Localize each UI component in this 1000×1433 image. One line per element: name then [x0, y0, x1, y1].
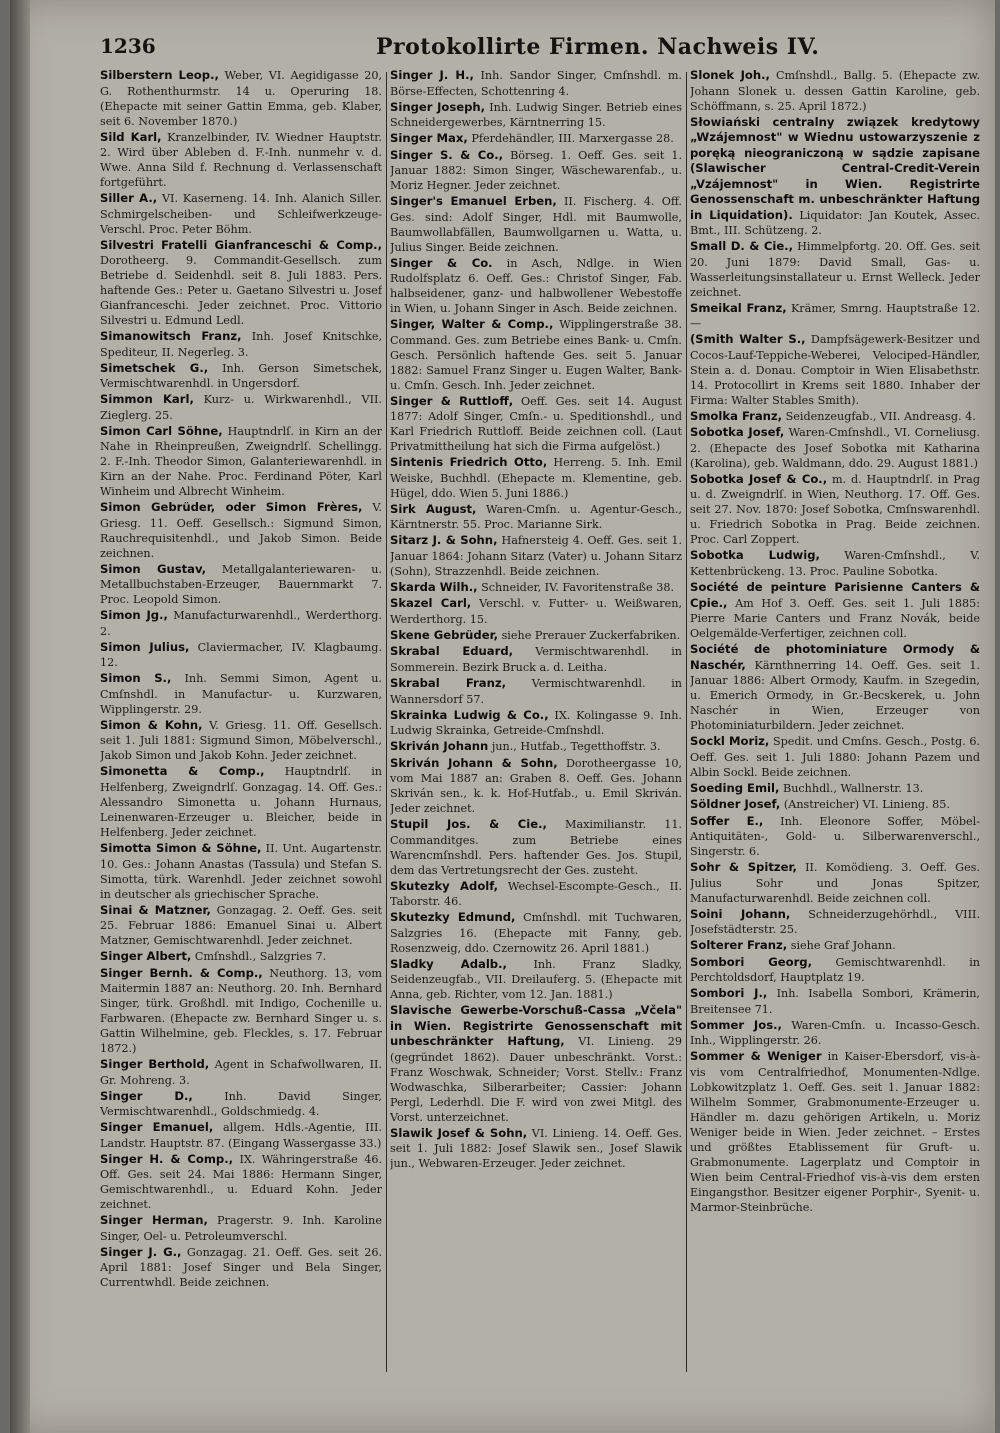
- directory-entry: [100, 424, 382, 500]
- firm-details: Cmſnshdl. mit Tuchwaren, Salzgries 16. (Ehepacte mit Fanny, geb. Rosenzweig, ddo. Czernowitz 26. April 1881.): [390, 911, 682, 955]
- firm-name: Singer & Ruttloff,: [390, 393, 514, 408]
- firm-details: VI. Linieng. 29 (gegründet 1862). Dauer unbeschränkt. Vorst.: Franz Woschwak, Schneider; Vorst. Stellv.: Franz Wodwaschka, Silberarbeiter; Cassier: Johann Pergl, Lederhdl. Die F. wird von zwei Mitgl. des Vorst. unterzeichnet.: [390, 1035, 682, 1124]
- firm-name: Simanowitsch Franz,: [100, 329, 242, 344]
- firm-name: Söldner Josef,: [690, 797, 781, 812]
- firm-name: Singer Albert,: [100, 949, 192, 964]
- firm-details: Gonzagag. 2. Oeff. Ges. seit 25. Februar 1886: Emanuel Sinai u. Albert Matzner, Gemischtwarenhdl. Jeder zeichnet.: [100, 903, 382, 948]
- firm-details: Krämer, Smrng. Hauptstraße 12. —: [690, 301, 980, 331]
- directory-entry: [690, 860, 980, 906]
- directory-entry: [690, 781, 980, 797]
- directory-entry: [390, 580, 682, 596]
- firm-name: Slavische Gewerbe-Vorschuß-Cassa „Včela" in Wien. Registrirte Genossenschaft mit unbeschränkter Haftung,: [390, 1003, 682, 1049]
- firm-name: Simon S.,: [100, 671, 172, 686]
- directory-entry: [690, 814, 980, 860]
- directory-entry: [390, 1126, 682, 1172]
- firm-name: Slonek Joh.,: [690, 68, 770, 82]
- firm-details: jun., Hutfab., Tegetthoffstr. 3.: [491, 740, 661, 754]
- firm-details: Oeff. Ges. seit 14. August 1877: Adolf Singer, Cmſn.- u. Speditionshdl., und Karl Friedrich Ruttloff. Beide zeichnen coll. (Laut Privatmittheilung hat sich die Firma aufgelöst.): [390, 394, 682, 454]
- firm-name: Skene Gebrüder,: [390, 627, 498, 642]
- firm-name: Sommer Jos.,: [690, 1017, 782, 1032]
- firm-details: Waren-Cmſn. u. Agentur-Gesch., Kärntnerstr. 55. Proc. Marianne Sirk.: [390, 502, 682, 532]
- column-divider: [386, 72, 387, 1372]
- directory-entry: [100, 841, 382, 902]
- firm-details: Seidenzeugfab., VII. Andreasg. 4.: [785, 409, 976, 423]
- firm-name: Soeding Emil,: [690, 780, 780, 795]
- firm-details: Gonzagag. 21. Oeff. Ges. seit 26. April 1881: Josef Singer und Bela Singer, Currentwhdl. Beide zeichnen.: [100, 1245, 382, 1290]
- firm-name: Skazel Carl,: [390, 596, 472, 611]
- directory-entry: [100, 608, 382, 639]
- directory-entry: [100, 1057, 382, 1088]
- firm-details: Wechsel-Escompte-Gesch., II. Taborstr. 46.: [390, 879, 682, 909]
- firm-name: Skrainka Ludwig & Co.,: [390, 707, 549, 722]
- firm-name: Skutezky Edmund,: [390, 910, 516, 925]
- directory-entry: [100, 718, 382, 764]
- firm-name: Slawik Josef & Sohn,: [390, 1125, 528, 1140]
- firm-details: II. Fischerg. 4. Off. Ges. sind: Adolf Singer, Hdl. mit Baumwolle, Baumwollabfällen, Baumwollgarnen u. Watta, u. Julius Singer. Beide zeichnen.: [390, 195, 682, 254]
- firm-name: Słowiański centralny związek kredytowy „Wzájemnost" w Wiednu ustowarzyszenie z poręką nieograniczoną w sądzie zapisane (Slawischer Central-Credit-Verein „Vzájemnost" in Wien. Registrirte Genossenschaft m. unbeschränkter Haftung in Liquidation).: [690, 114, 980, 222]
- firm-details: in Kaiser-Ebersdorf, vis-à-vis vom Centralfriedhof, Monumenten-Ndlge. Lobkowitzplatz 1. Oeff. Ges. seit 1. Januar 1882: Wilhelm Sommer, Grabmonumente-Erzeuger u. Händler m. dazu gehörigen Artikeln, u. Moriz Weniger beide in Wien. Jeder zeichnet. – Erstes und größtes Etablissement für Gruft- u. Grabmonumente. Lagerplatz und Comptoir in Wien beim Central-Friedhof vis-à-vis dem ersten Eingangsthor. Besitzer eigener Porphir-, Syenit- u. Marmor-Steinbrüche.: [690, 1050, 980, 1214]
- firm-name: Simon Jg.,: [100, 608, 168, 623]
- firm-details: Neuthorg. 13, vom Maitermin 1887 an: Neuthorg. 20. Inh. Bernhard Singer, türk. Großhdl. mit Indigo, Cochenille u. Farbwaren. (Ehepacte zw. Bernhard Singer u. s. Gattin Wilhelmine, geb. Fleckles, s. 17. Februar 1872.): [100, 966, 382, 1056]
- firm-details: Maximilianstr. 11. Commanditges. zum Betriebe eines Warencmſnshdl. Pers. haftender Ges. Jos. Stupil, dem das Vertretungsrecht der Ges. zusteht.: [390, 818, 682, 877]
- binding-gutter: [10, 0, 30, 1433]
- directory-entry: [390, 131, 682, 147]
- firm-details: Pferdehändler, III. Marxergasse 28.: [471, 132, 674, 146]
- firm-details: Claviermacher, IV. Klagbaumg. 12.: [100, 640, 382, 670]
- firm-name: Silberstern Leop.,: [100, 68, 219, 82]
- directory-entry: [100, 68, 382, 129]
- directory-entry: [100, 1245, 382, 1291]
- column-3: [690, 68, 980, 1378]
- firm-name: Singer Herman,: [100, 1213, 208, 1228]
- firm-name: Sild Karl,: [100, 129, 162, 144]
- firm-name: Sirk August,: [390, 501, 477, 516]
- page-number: 1236: [100, 34, 156, 58]
- firm-name: Sinai & Matzner,: [100, 902, 211, 917]
- directory-entry: [390, 676, 682, 707]
- firm-name: Simotta Simon & Söhne,: [100, 840, 262, 855]
- firm-name: Sockl Moriz,: [690, 734, 770, 749]
- firm-details: Dorotheergasse 10, vom Mai 1887 an: Graben 8. Oeff. Ges. Johann Skriván sen., k. k. Hof-Hutfab., u. Emil Skriván. Jeder zeichnet.: [390, 756, 682, 816]
- firm-details: Liquidator: Jan Koutek, Assec. Bmt., III. Schützeng. 2.: [690, 208, 980, 238]
- directory-entry: [390, 957, 682, 1003]
- firm-name: Sobotka Josef & Co.,: [690, 471, 828, 486]
- firm-details: Weber, VI. Aegidigasse 20, G. Rothenthurmstr. 14 u. Operuring 18. (Ehepacte mit seiner Gattin Emma, geb. Klaber, seit 6. November 1870.): [100, 69, 382, 128]
- firm-name: Skriván Johann: [390, 739, 489, 754]
- firm-details: II. Komödieng. 3. Oeff. Ges. Julius Sohr und Jonas Spitzer, Manufacturwarenhdl. Beide zeichnen coll.: [690, 861, 980, 905]
- column-divider: [686, 72, 687, 1372]
- directory-entry: [690, 734, 980, 780]
- directory-entry: [390, 68, 682, 99]
- directory-entry: [390, 756, 682, 817]
- firm-name: (Smith Walter S.,: [690, 332, 806, 347]
- directory-entry: [100, 392, 382, 423]
- directory-entry: [390, 1003, 682, 1125]
- firm-name: Singer D.,: [100, 1088, 193, 1103]
- directory-entry: [100, 966, 382, 1057]
- directory-entry: [100, 361, 382, 392]
- directory-entry: [100, 1152, 382, 1213]
- directory-entry: [690, 986, 980, 1017]
- firm-name: Small D. & Cie.,: [690, 239, 794, 254]
- firm-details: m. d. Hauptndrlſ. in Prag u. d. Zweigndrlſ. in Wien, Neuthorg. 17. Off. Ges. seit 27. Nov. 1870: Josef Sobotka, Cmſnswarenhdl. u. Friedrich Sobotka in Prag. Beide zeichnen. Proc. Carl Zoppert.: [690, 472, 980, 547]
- firm-details: Inh. Franz Sladky, Seidenzeugfab., VII. Dreilauferg. 5. (Ehepacte mit Anna, geb. Richter, vom 12. Jan. 1881.): [390, 957, 682, 1002]
- firm-name: Sombori J.,: [690, 986, 768, 1001]
- directory-entry: [100, 500, 382, 561]
- firm-details: Kurz- u. Wirkwarenhdl., VII. Zieglerg. 25.: [100, 393, 382, 422]
- firm-name: Sobotka Josef,: [690, 425, 785, 440]
- firm-name: Singer & Co.: [390, 255, 493, 270]
- directory-entry: [690, 409, 980, 425]
- directory-entry: [690, 472, 980, 548]
- firm-name: Solterer Franz,: [690, 938, 788, 953]
- directory-entry: [690, 642, 980, 733]
- firm-details: (Anstreicher) VI. Linieng. 85.: [783, 798, 950, 812]
- directory-entry: [690, 797, 980, 813]
- firm-details: Dampfsägewerk-Besitzer und Cocos-Lauf-Teppiche-Weberei, Velociped-Händler, Stein a. d. Donau. Comptoir in Wien Elisabethstr. 14. Protocollirt in Krems seit 1880. Inhaber der Firma: Walter Stables Smith).: [690, 333, 980, 407]
- firm-name: Sohr & Spitzer,: [690, 860, 797, 875]
- firm-details: Cmſnshdl., Ballg. 5. (Ehepacte zw. Johann Slonek u. dessen Gattin Karoline, geb. Schöffmann, s. 25. April 1872.): [690, 69, 980, 113]
- firm-name: Simetschek G.,: [100, 360, 209, 375]
- firm-details: V. Griesg. 11. Oeff. Gesellsch.: Sigmund Simon, Rauchrequisitenhdl., und Jakob Simon. Beide zeichnen.: [100, 501, 382, 560]
- directory-entry: [100, 1089, 382, 1120]
- directory-entry: [100, 1120, 382, 1151]
- directory-entry: [390, 879, 682, 910]
- directory-entry: [100, 671, 382, 717]
- firm-details: Agent in Schafwollwaren, II. Gr. Mohreng. 3.: [100, 1058, 382, 1087]
- directory-entry: [100, 949, 382, 965]
- directory-entry: [690, 1018, 980, 1049]
- firm-name: Singer Bernh. & Comp.,: [100, 965, 263, 980]
- directory-entry: [390, 739, 682, 755]
- directory-entry: [690, 1049, 980, 1215]
- firm-name: Simon Gebrüder, oder Simon Frères,: [100, 500, 363, 515]
- directory-entry: [390, 317, 682, 393]
- firm-details: Kranzelbinder, IV. Wiedner Hauptstr. 2. Wird über Ableben d. F.-Inh. nunmehr v. d. Wwe. Anna Sild f. Rechnung d. Verlassenschaft fortgeführt.: [100, 130, 382, 190]
- firm-details: allgem. Hdls.-Agentie, III. Landstr. Hauptstr. 87. (Eingang Wassergasse 33.): [100, 1121, 382, 1150]
- firm-details: Am Hof 3. Oeff. Ges. seit 1. Juli 1885: Pierre Marie Canters und Franz Novák, beide Oelgemälde-Verfertiger, zeichnen coll.: [690, 596, 980, 641]
- firm-details: Hauptndrlſ. in Helfenberg, Zweigndrlſ. Gonzagag. 14. Off. Ges.: Alessandro Simonetta u. Johann Hurnaus, Leinenwaren-Erzeuger u. Bleicher, beide in Helfenberg. Jeder zeichnet.: [100, 765, 382, 839]
- firm-name: Skarda Wilh.,: [390, 579, 478, 594]
- directory-entry: [100, 903, 382, 949]
- firm-details: Pragerstr. 9. Inh. Karoline Singer, Oel- u. Petroleumverschl.: [100, 1214, 382, 1243]
- firm-name: Sladky Adalb.,: [390, 956, 507, 971]
- directory-entry: [690, 239, 980, 300]
- directory-entry: [390, 148, 682, 194]
- directory-entry: [390, 194, 682, 255]
- directory-entry: [100, 562, 382, 608]
- directory-entry: [390, 817, 682, 878]
- firm-name: Singer J. G.,: [100, 1244, 182, 1259]
- directory-entry: [100, 191, 382, 237]
- firm-name: Skrabal Franz,: [390, 675, 506, 690]
- firm-details: Hafnersteig 4. Oeff. Ges. seit 1. Januar 1864: Johann Sitarz (Vater) u. Johann Sitarz (Sohn), Strazzenhdl. Beide zeichnen.: [390, 534, 682, 578]
- firm-name: Singer Emanuel,: [100, 1120, 214, 1135]
- firm-details: Waren-Cmſn. u. Incasso-Gesch. Inh., Wipplingerstr. 26.: [690, 1018, 980, 1048]
- directory-entry: [100, 130, 382, 191]
- firm-name: Smolka Franz,: [690, 408, 783, 423]
- firm-details: Verschl. v. Futter- u. Weißwaren, Werderthorg. 15.: [390, 597, 682, 626]
- directory-entry: [100, 238, 382, 329]
- directory-columns: [100, 68, 980, 1388]
- firm-details: V. Griesg. 11. Off. Gesellsch. seit 1. Juli 1881: Sigmund Simon, Möbelverschl., Jakob Simon und Jakob Kohn. Jeder zeichnet.: [100, 718, 382, 763]
- directory-entry: [690, 580, 980, 641]
- firm-name: Smeikal Franz,: [690, 300, 787, 315]
- firm-details: IX. Währingerstraße 46. Off. Ges. seit 24. Mai 1886: Hermann Singer, Gemischtwarenhdl., u. Eduard Kohn. Jeder zeichnet.: [100, 1152, 382, 1212]
- firm-name: Silvestri Fratelli Gianfranceschi & Comp.,: [100, 237, 382, 252]
- directory-entry: [690, 332, 980, 408]
- directory-entry: [100, 640, 382, 671]
- firm-name: Société de photominiature Ormody & Naschér,: [690, 642, 980, 672]
- firm-details: Inh. Gerson Simetschek, Vermischtwarenhdl. in Ungersdorf.: [100, 361, 382, 391]
- firm-name: Sintenis Friedrich Otto,: [390, 455, 548, 470]
- directory-entry: [690, 301, 980, 332]
- directory-entry: [390, 644, 682, 675]
- firm-details: Spedit. und Cmſns. Gesch., Postg. 6. Oeff. Ges. seit 1. Juli 1880: Johann Pazem und Albin Sockl. Beide zeichnen.: [690, 735, 980, 779]
- firm-name: Skriván Johann & Sohn,: [390, 755, 558, 770]
- directory-entry: [390, 100, 682, 131]
- firm-details: Buchhdl., Wallnerstr. 13.: [782, 781, 924, 795]
- firm-name: Singer S. & Co.,: [390, 147, 504, 162]
- firm-name: Stupil Jos. & Cie.,: [390, 817, 547, 832]
- directory-entry: [390, 533, 682, 579]
- firm-details: Schneider, IV. Favoritenstraße 38.: [481, 580, 675, 594]
- firm-details: IX. Kolingasse 9. Inh. Ludwig Skrainka, Getreide-Cmſnshdl.: [390, 708, 682, 738]
- directory-entry: [390, 256, 682, 317]
- directory-entry: [390, 910, 682, 956]
- column-2: [390, 68, 682, 1378]
- directory-entry: [690, 548, 980, 579]
- directory-entry: [690, 115, 980, 239]
- firm-name: Singer, Walter & Comp.,: [390, 317, 554, 332]
- directory-entry: [390, 394, 682, 455]
- firm-name: Simon Julius,: [100, 639, 190, 654]
- firm-details: Waren-Cmſnshdl., V. Kettenbrückeng. 13. Proc. Pauline Sobotka.: [690, 549, 980, 578]
- directory-entry: [100, 1213, 382, 1244]
- firm-details: Inh. Josef Knitschke, Spediteur, II. Negerleg. 3.: [100, 330, 382, 359]
- firm-details: Kärnthnerring 14. Oeff. Ges. seit 1. Januar 1886: Albert Ormody, Kaufm. in Szegedin, u. Emerich Ormody, in Gr.-Becskerek, u. John Naschér in Wien, Erzeuger von Photominiaturbildern. Jeder zeichnet.: [690, 658, 980, 733]
- directory-entry: [390, 708, 682, 739]
- firm-details: Gemischtwarenhdl. in Perchtoldsdorf, Hauptplatz 19.: [690, 955, 980, 985]
- directory-entry: [690, 955, 980, 986]
- running-title: Protokollirte Firmen. Nachweis IV.: [376, 34, 820, 60]
- firm-details: in Asch, Ndlge. in Wien Rudolfsplatz 6. Oeff. Ges.: Christof Singer, Fab. halbseidener, ganz- und halbwollener Webestoffe in Wien, u. Johann Singer in Asch. Beide zeichnen.: [390, 256, 682, 316]
- firm-details: Himmelpfortg. 20. Off. Ges. seit 20. Juni 1879: David Small, Gas- u. Wasserleitungsinstallateur u. Ernst Welleck. Jeder zeichnet.: [690, 240, 980, 299]
- firm-details: Inh. Eleonore Soffer, Möbel-Antiquitäten-, Gold- u. Silberwarenverschl., Singerstr. 6.: [690, 814, 980, 859]
- firm-details: Vermischtwarenhdl. in Sommerein. Bezirk Bruck a. d. Leitha.: [390, 645, 682, 674]
- firm-details: Metallgalanteriewaren- u. Metallbuchstaben-Erzeuger, Bauernmarkt 7. Proc. Leopold Simon.: [100, 562, 382, 607]
- firm-details: II. Unt. Augartenstr. 10. Ges.: Johann Anastas (Tassula) und Stefan S. Simotta, türk. Warenhdl. Jeder zeichnet sowohl in deutscher als griechischer Sprache.: [100, 841, 382, 901]
- firm-details: Cmſnshdl., Salzgries 7.: [194, 950, 327, 964]
- firm-details: Börseg. 1. Oeff. Ges. seit 1. Januar 1882: Simon Singer, Wäschewarenfab., u. Moriz Hegner. Jeder zeichnet.: [390, 148, 682, 193]
- firm-name: Simon & Kohn,: [100, 717, 203, 732]
- directory-entry: [690, 907, 980, 938]
- firm-name: Sitarz J. & Sohn,: [390, 533, 498, 548]
- firm-name: Singer Max,: [390, 131, 468, 146]
- firm-details: siehe Prerauer Zuckerfabriken.: [501, 628, 681, 642]
- firm-name: Skutezky Adolf,: [390, 878, 499, 893]
- firm-name: Siller A.,: [100, 191, 158, 206]
- firm-details: Herreng. 5. Inh. Emil Weiske, Buchhdl. (Ehepacte m. Klementine, geb. Hügel, ddo. Wien 5. Juni 1886.): [390, 456, 682, 500]
- firm-name: Simonetta & Comp.,: [100, 764, 265, 779]
- directory-entry: [390, 502, 682, 533]
- directory-entry: [100, 329, 382, 360]
- firm-name: Sombori Georg,: [690, 954, 813, 969]
- firm-name: Singer J. H.,: [390, 68, 474, 82]
- firm-name: Société de peinture Parisienne Canters & Cpie.,: [690, 579, 980, 610]
- firm-details: Inh. David Singer, Vermischtwarenhdl., Goldschmiedg. 4.: [100, 1089, 382, 1119]
- directory-page: [10, 0, 995, 1433]
- firm-name: Simmon Karl,: [100, 392, 194, 407]
- firm-details: Inh. Semmi Simon, Agent u. Cmſnshdl. in Manufactur- u. Kurzwaren, Wipplingerstr. 29.: [100, 672, 382, 716]
- firm-name: Simon Gustav,: [100, 561, 206, 576]
- firm-details: Wipplingerstraße 38. Command. Ges. zum Betriebe eines Bank- u. Cmſn. Gesch. Persönlich haftende Ges. seit 5. Januar 1882: Samuel Franz Singer u. Eugen Walter, Bank- u. Cmſn. Gesch. Inh. Jeder zeichnet.: [390, 318, 682, 392]
- firm-details: Inh. Isabella Sombori, Krämerin, Breitensee 71.: [690, 987, 980, 1016]
- column-1: [100, 68, 382, 1378]
- directory-entry: [690, 425, 980, 471]
- directory-entry: [390, 628, 682, 644]
- firm-name: Sommer & Weniger: [690, 1049, 822, 1064]
- directory-entry: [690, 938, 980, 954]
- page-header: [100, 34, 990, 68]
- directory-entry: [690, 68, 980, 114]
- directory-entry: [390, 455, 682, 501]
- firm-name: Singer Berthold,: [100, 1057, 210, 1072]
- firm-name: Sobotka Ludwig,: [690, 548, 820, 563]
- firm-name: Soini Johann,: [690, 906, 791, 921]
- firm-details: Hauptndrlſ. in Kirn an der Nahe in Rheinpreußen, Zweigndrlſ. Schellingg. 2. F.-Inh. Theodor Simon, Galanteriewarenhdl. in Kirn an der Nahe. Proc. Ferdinand Pöter, Karl Winheim und Albrecht Winheim.: [100, 424, 382, 499]
- firm-details: siehe Graf Johann.: [790, 939, 896, 953]
- firm-name: Singer's Emanuel Erben,: [390, 194, 557, 209]
- firm-details: Manufacturwarenhdl., Werderthorg. 2.: [100, 609, 382, 638]
- firm-name: Skrabal Eduard,: [390, 644, 514, 659]
- firm-name: Soffer E.,: [690, 813, 764, 828]
- directory-entry: [100, 764, 382, 840]
- firm-details: Inh. Sandor Singer, Cmſnshdl. m. Börse-Effecten, Schottenring 4.: [390, 69, 682, 98]
- firm-details: Dorotheerg. 9. Commandit-Gesellsch. zum Betriebe d. Seidenhdl. seit 8. Juli 1883. Pers. haftende Ges.: Peter u. Gaetano Silvestri u. Josef Gianfranceschi. Jeder zeichnet. Proc. Vittorio Silvestri u. Edmund Ledl.: [100, 254, 382, 328]
- firm-details: Schneiderzugehörhdl., VIII. Josefstädterstr. 25.: [690, 907, 980, 937]
- firm-name: Simon Carl Söhne,: [100, 423, 223, 438]
- firm-details: VI. Linieng. 14. Oeff. Ges. seit 1. Juli 1882: Josef Slawik sen., Josef Slawik jun., Webwaren-Erzeuger. Jeder zeichnet.: [390, 1126, 682, 1171]
- firm-details: Inh. Ludwig Singer. Betrieb eines Schneidergewerbes, Kärntnerring 15.: [390, 100, 682, 130]
- firm-name: Singer H. & Comp.,: [100, 1151, 234, 1166]
- firm-details: VI. Kaserneng. 14. Inh. Alanich Siller. Schmirgelscheiben- und Schleifwerkzeuge-Verschl. Proc. Peter Böhm.: [100, 192, 382, 236]
- firm-details: Vermischtwarenhdl. in Wannersdorf 57.: [390, 676, 682, 706]
- directory-entry: [390, 596, 682, 627]
- firm-details: Waren-Cmſnshdl., VI. Corneliusg. 2. (Ehepacte des Josef Sobotka mit Katharina (Karolina), geb. Waldmann, ddo. 29. August 1881.): [690, 426, 980, 470]
- firm-name: Singer Joseph,: [390, 99, 486, 114]
